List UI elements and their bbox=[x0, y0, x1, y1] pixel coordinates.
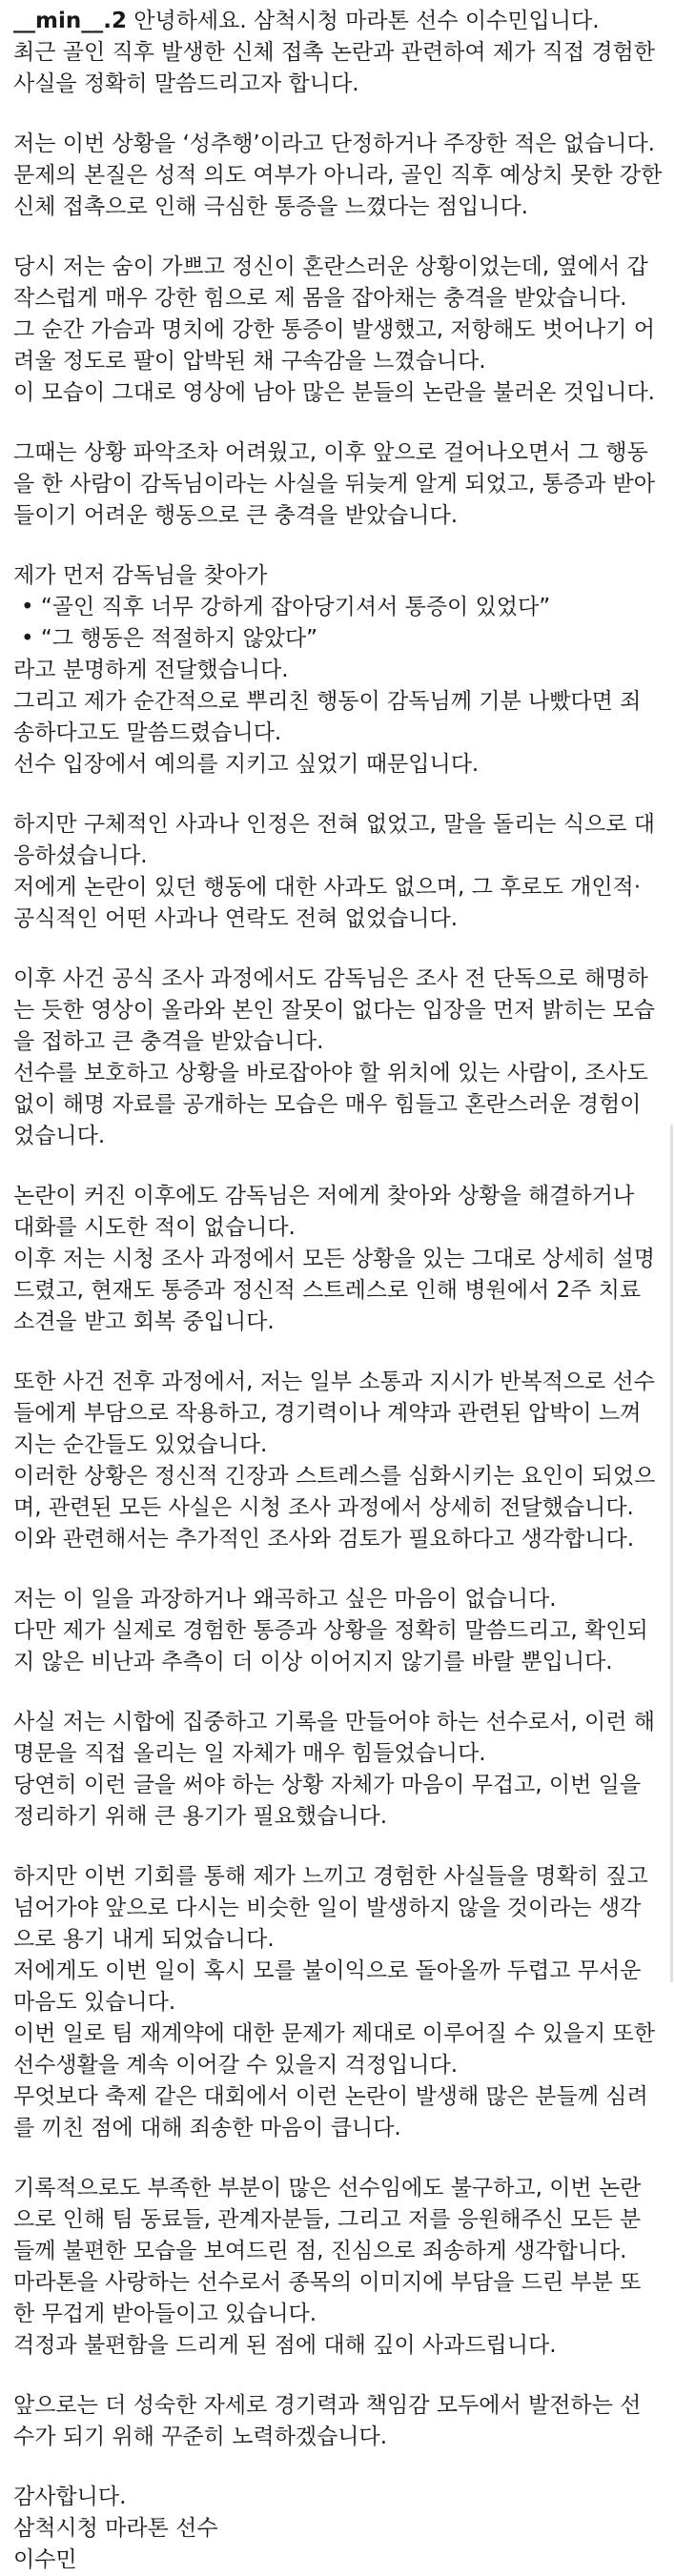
text-line: 마라톤을 사랑하는 선수로서 종목의 이미지에 부담을 드린 부분 또 bbox=[13, 2270, 642, 2295]
text-line: 문제의 본질은 성적 의도 여부가 아니라, 골인 직후 예상치 못한 강한 bbox=[13, 163, 663, 188]
text-line: 들이기 어려운 행동으로 큰 충격을 받았습니다. bbox=[13, 503, 459, 528]
text-line: 들에게 부담으로 작용하고, 경기력이나 계약과 관련된 압박이 느껴 bbox=[13, 1401, 642, 1426]
text-line: 선수 입장에서 예의를 지키고 싶었기 때문입니다. bbox=[13, 752, 480, 777]
text-line: 송하다고도 말씀드렸습니다. bbox=[13, 720, 282, 745]
paragraph-gap bbox=[13, 1678, 664, 1707]
paragraph bbox=[13, 560, 664, 781]
text-line: 소견을 받고 회복 중입니다. bbox=[13, 1309, 275, 1334]
text-line: 감사합니다. bbox=[13, 2485, 127, 2509]
text-line: 드렸고, 현재도 통증과 정신적 스트레스로 인해 병원에서 2주 치료 bbox=[13, 1278, 642, 1303]
paragraph-gap bbox=[13, 1338, 664, 1367]
paragraph-gap bbox=[13, 935, 664, 963]
scrollbar[interactable] bbox=[670, 1125, 673, 1982]
paragraph bbox=[13, 809, 664, 935]
paragraph-gap bbox=[13, 781, 664, 809]
text-line: 다만 제가 실제로 경험한 통증과 상황을 정확히 말씀드리고, 확인되 bbox=[13, 1618, 648, 1643]
bullet-line: • “그 행동은 적절하지 않았다” bbox=[21, 626, 318, 651]
text-line: 한 무겁게 받아들이고 있습니다. bbox=[13, 2302, 317, 2326]
paragraph-gap bbox=[13, 223, 664, 252]
text-line: 이후 사건 공식 조사 과정에서도 감독님은 조사 전 단독으로 해명하 bbox=[13, 966, 648, 991]
paragraph bbox=[13, 2482, 664, 2576]
text-line: 저는 이번 상황을 ‘성추행’이라고 단정하거나 주장한 적은 없습니다. bbox=[13, 132, 655, 156]
text-line: 하지만 이번 기회를 통해 제가 느끼고 경험한 사실들을 명확히 짚고 bbox=[13, 1864, 648, 1889]
text-line: 사실을 정확히 말씀드리고자 합니다. bbox=[13, 71, 359, 96]
text-line: 려울 정도로 팔이 압박된 채 구속감을 느꼈습니다. bbox=[13, 349, 486, 374]
text-line: 하지만 구체적인 사과나 인정은 전혀 없었고, 말을 돌리는 식으로 대 bbox=[13, 812, 655, 837]
text-line: 논란이 커진 이후에도 감독님은 저에게 찾아와 상황을 해결하거나 bbox=[13, 1184, 635, 1208]
text-line: 수가 되기 위해 꾸준히 노력하겠습니다. bbox=[13, 2424, 388, 2449]
paragraph bbox=[13, 1861, 664, 2144]
text-line: 이러한 상황은 정신적 긴장과 스트레스를 심화시키는 요인이 되었으 bbox=[13, 1464, 656, 1489]
text-line: 그 순간 가슴과 명치에 강한 통증이 발생했고, 저항해도 벗어나기 어 bbox=[13, 317, 655, 342]
text-line: 이수민 bbox=[13, 2547, 77, 2572]
text-line: 지 않은 비난과 추측이 더 이상 이어지지 않기를 바랄 뿐입니다. bbox=[13, 1650, 613, 1674]
paragraph bbox=[13, 1367, 664, 1555]
paragraph-gap bbox=[13, 2362, 664, 2390]
text-line: 명문을 직접 올리는 일 자체가 매우 힘들었습니다. bbox=[13, 1741, 486, 1766]
post-body bbox=[13, 6, 664, 2576]
text-line: 응하셨습니다. bbox=[13, 843, 148, 868]
paragraph bbox=[13, 37, 664, 100]
bullet-line: • “골인 직후 너무 강하게 잡아당기셔서 통증이 있었다” bbox=[21, 595, 551, 619]
text-line: 사실 저는 시합에 집중하고 기록을 만들어야 하는 선수로서, 이런 해 bbox=[13, 1710, 655, 1734]
paragraph bbox=[13, 1584, 664, 1678]
paragraph bbox=[13, 963, 664, 1152]
text-line: 당연히 이런 글을 써야 하는 상황 자체가 마음이 무겁고, 이번 일을 bbox=[13, 1773, 642, 1797]
text-line: 선수생활을 계속 이어갈 수 있을지 걱정입니다. bbox=[13, 2053, 459, 2078]
text-line: 작스럽게 매우 강한 힘으로 제 몸을 잡아채는 충격을 받았습니다. bbox=[13, 286, 627, 311]
text-line: 저에게도 이번 일이 혹시 모를 불이익으로 돌아올까 두렵고 무서운 bbox=[13, 1958, 642, 1983]
text-line: 이와 관련해서는 추가적인 조사와 검토가 필요하다고 생각합니다. bbox=[13, 1527, 635, 1552]
text-line: 삼척시청 마라톤 선수 bbox=[13, 2516, 218, 2541]
text-line: 으로 용기 내게 되었습니다. bbox=[13, 1927, 275, 1952]
post-first-line bbox=[13, 6, 664, 37]
text-line: 이 모습이 그대로 영상에 남아 많은 분들의 논란을 불러온 것입니다. bbox=[13, 380, 655, 405]
paragraph-gap bbox=[13, 2144, 664, 2173]
paragraph-gap bbox=[13, 409, 664, 437]
text-line: 라고 분명하게 전달했습니다. bbox=[13, 658, 289, 682]
paragraph-gap bbox=[13, 532, 664, 560]
text-line: 며, 관련된 모든 사실은 시청 조사 과정에서 상세히 전달했습니다. bbox=[13, 1495, 634, 1520]
paragraph bbox=[13, 2173, 664, 2362]
text-line: 들께 불편한 모습을 보여드린 점, 진심으로 죄송하게 생각합니다. bbox=[13, 2239, 627, 2263]
text-line: 를 끼친 점에 대해 죄송한 마음이 큽니다. bbox=[13, 2116, 401, 2140]
text-line: 최근 골인 직후 발생한 신체 접촉 논란과 관련하여 제가 직접 경험한 bbox=[13, 40, 655, 65]
paragraph bbox=[13, 252, 664, 409]
text-line: 저는 이 일을 과장하거나 왜곡하고 싶은 마음이 없습니다. bbox=[13, 1587, 557, 1612]
text-line: 으로 인해 팀 동료들, 관계자분들, 그리고 저를 응원해주신 모든 분 bbox=[13, 2207, 642, 2232]
paragraph-gap bbox=[13, 1152, 664, 1181]
text-line: 었습니다. bbox=[13, 1124, 106, 1148]
text-line: 무엇보다 축제 같은 대회에서 이런 논란이 발생해 많은 분들께 심려 bbox=[13, 2084, 648, 2109]
text-line: 걱정과 불편함을 드리게 된 점에 대해 깊이 사과드립니다. bbox=[13, 2333, 557, 2358]
paragraph-gap bbox=[13, 2453, 664, 2482]
greeting-text: 안녕하세요. 삼척시청 마라톤 선수 이수민입니다. bbox=[126, 9, 600, 33]
text-line: 그때는 상황 파악조차 어려웠고, 이후 앞으로 걸어나오면서 그 행동 bbox=[13, 440, 648, 465]
paragraph bbox=[13, 1707, 664, 1833]
text-line: 공식적인 어떤 사과나 연락도 전혀 없었습니다. bbox=[13, 906, 459, 931]
paragraph-gap bbox=[13, 100, 664, 129]
text-line: 선수를 보호하고 상황을 바로잡아야 할 위치에 있는 사람이, 조사도 bbox=[13, 1061, 648, 1085]
paragraph bbox=[13, 437, 664, 532]
paragraph bbox=[13, 129, 664, 223]
text-line: 기록적으로도 부족한 부분이 많은 선수임에도 불구하고, 이번 논란 bbox=[13, 2176, 642, 2201]
text-line: 대화를 시도한 적이 없습니다. bbox=[13, 1215, 296, 1240]
text-line: 그리고 제가 순간적으로 뿌리친 행동이 감독님께 기분 나빴다면 죄 bbox=[13, 689, 642, 714]
paragraph bbox=[13, 1181, 664, 1338]
text-line: 마음도 있습니다. bbox=[13, 1990, 176, 2015]
text-line: 저에게 논란이 있던 행동에 대한 사과도 없으며, 그 후로도 개인적· bbox=[13, 875, 642, 900]
text-line: 지는 순간들도 있었습니다. bbox=[13, 1432, 268, 1457]
text-line: 앞으로는 더 성숙한 자세로 경기력과 책임감 모두에서 발전하는 선 bbox=[13, 2393, 642, 2418]
text-line: 넘어가야 앞으로 다시는 비슷한 일이 발생하지 않을 것이라는 생각 bbox=[13, 1896, 642, 1920]
post-paragraphs bbox=[13, 37, 664, 2576]
paragraph-gap bbox=[13, 1833, 664, 1861]
text-line: 을 한 사람이 감독님이라는 사실을 뒤늦게 알게 되었고, 통증과 받아 bbox=[13, 472, 655, 497]
text-line: 또한 사건 전후 과정에서, 저는 일부 소통과 지시가 반복적으로 선수 bbox=[13, 1369, 655, 1394]
text-line: 당시 저는 숨이 가쁘고 정신이 혼란스러운 상황이었는데, 옆에서 갑 bbox=[13, 254, 648, 279]
username[interactable]: __min__.2 bbox=[13, 9, 127, 33]
text-line: 제가 먼저 감독님을 찾아가 bbox=[13, 563, 268, 588]
text-line: 없이 해명 자료를 공개하는 모습은 매우 힘들고 혼란스러운 경험이 bbox=[13, 1092, 642, 1117]
text-line: 이번 일로 팀 재계약에 대한 문제가 제대로 이루어질 수 있을지 또한 bbox=[13, 2021, 655, 2046]
text-line: 이후 저는 시청 조사 과정에서 모든 상황을 있는 그대로 상세히 설명 bbox=[13, 1247, 655, 1271]
text-line: 는 듯한 영상이 올라와 본인 잘못이 없다는 입장을 먼저 밝히는 모습 bbox=[13, 998, 655, 1023]
text-line: 신체 접촉으로 인해 극심한 통증을 느꼈다는 점입니다. bbox=[13, 194, 528, 219]
text-line: 을 접하고 큰 충격을 받았습니다. bbox=[13, 1029, 324, 1054]
text-line: 정리하기 위해 큰 용기가 필요했습니다. bbox=[13, 1804, 388, 1829]
paragraph-gap bbox=[13, 1555, 664, 1584]
paragraph bbox=[13, 2390, 664, 2453]
